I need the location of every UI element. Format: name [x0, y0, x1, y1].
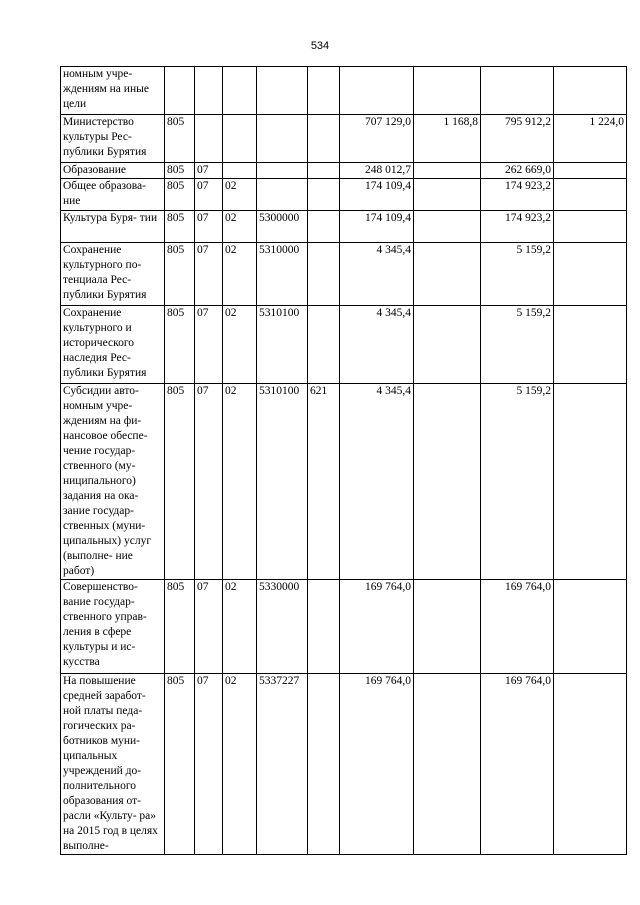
cell-ministry-code: 805: [165, 211, 195, 243]
cell-expense-type: [308, 211, 340, 243]
cell-subsection: 02: [223, 580, 257, 674]
cell-subsection: [223, 115, 257, 163]
cell-amount-2016: 174 923,2: [481, 211, 554, 243]
cell-federal-2016: [554, 163, 627, 179]
cell-expense-type: [308, 306, 340, 384]
cell-federal-2016: [554, 243, 627, 306]
cell-amount-2015: 174 109,4: [340, 179, 414, 211]
cell-ministry-code: 805: [165, 115, 195, 163]
cell-federal-2016: [554, 179, 627, 211]
cell-federal-2015: 1 168,8: [414, 115, 481, 163]
cell-federal-2015: [414, 306, 481, 384]
cell-federal-2015: [414, 674, 481, 855]
cell-federal-2015: [414, 67, 481, 115]
table-row: [61, 67, 627, 115]
cell-subsection: 02: [223, 384, 257, 580]
cell-target-article: 5310000: [257, 243, 308, 306]
cell-name: Совершенство- вание государ- ственного управ- ления в сфере культуры и ис- кусства: [61, 580, 165, 674]
cell-expense-type: [308, 243, 340, 306]
cell-expense-type: [308, 163, 340, 179]
cell-name: Министерство культуры Рес- публики Бурятия: [61, 115, 165, 163]
cell-section: [195, 115, 223, 163]
cell-subsection: 02: [223, 179, 257, 211]
cell-ministry-code: 805: [165, 163, 195, 179]
cell-amount-2016: 262 669,0: [481, 163, 554, 179]
cell-subsection: [223, 67, 257, 115]
cell-federal-2015: [414, 384, 481, 580]
cell-amount-2016: [481, 67, 554, 115]
cell-federal-2016: [554, 384, 627, 580]
cell-subsection: [223, 163, 257, 179]
cell-expense-type: [308, 67, 340, 115]
cell-ministry-code: [165, 67, 195, 115]
cell-section: 07: [195, 179, 223, 211]
cell-amount-2015: [340, 67, 414, 115]
cell-section: 07: [195, 674, 223, 855]
cell-section: 07: [195, 580, 223, 674]
table-row: [61, 243, 627, 306]
cell-amount-2016: 795 912,2: [481, 115, 554, 163]
cell-name: На повышение средней заработ- ной платы педа- гогических ра- ботников муни- ципальных учреждений до- полнительного образования от- расли «Культу- ра» на 2015 год в целях выполне-: [61, 674, 165, 855]
cell-federal-2016: 1 224,0: [554, 115, 627, 163]
cell-amount-2015: 169 764,0: [340, 674, 414, 855]
cell-federal-2016: [554, 580, 627, 674]
cell-target-article: 5330000: [257, 580, 308, 674]
cell-amount-2016: 169 764,0: [481, 674, 554, 855]
cell-amount-2016: 5 159,2: [481, 306, 554, 384]
cell-expense-type: 621: [308, 384, 340, 580]
cell-subsection: 02: [223, 243, 257, 306]
cell-name: Культура Буря- тии: [61, 211, 165, 243]
cell-section: 07: [195, 163, 223, 179]
cell-amount-2015: 169 764,0: [340, 580, 414, 674]
cell-section: 07: [195, 306, 223, 384]
cell-expense-type: [308, 674, 340, 855]
cell-amount-2015: 248 012,7: [340, 163, 414, 179]
cell-section: [195, 67, 223, 115]
cell-federal-2016: [554, 211, 627, 243]
table-row: [61, 163, 627, 179]
cell-federal-2015: [414, 580, 481, 674]
cell-expense-type: [308, 179, 340, 211]
cell-target-article: [257, 179, 308, 211]
cell-amount-2016: 174 923,2: [481, 179, 554, 211]
cell-subsection: 02: [223, 306, 257, 384]
cell-expense-type: [308, 115, 340, 163]
cell-target-article: 5300000: [257, 211, 308, 243]
table-row: [61, 306, 627, 384]
cell-name: Субсидии авто- номным учре- ждениям на фи- нансовое обеспе- чение государ- ственного (му- ниципального) задания на ока- зание государ- ственных (муни- ципальных) услуг (выполне- ние работ): [61, 384, 165, 580]
table-row: [61, 115, 627, 163]
table-row: [61, 179, 627, 211]
cell-ministry-code: 805: [165, 243, 195, 306]
cell-amount-2016: 5 159,2: [481, 384, 554, 580]
cell-ministry-code: 805: [165, 674, 195, 855]
cell-federal-2015: [414, 211, 481, 243]
cell-amount-2015: 174 109,4: [340, 211, 414, 243]
cell-ministry-code: 805: [165, 580, 195, 674]
cell-federal-2016: [554, 67, 627, 115]
budget-table: [60, 66, 627, 855]
cell-ministry-code: 805: [165, 306, 195, 384]
cell-section: 07: [195, 384, 223, 580]
cell-amount-2016: 5 159,2: [481, 243, 554, 306]
cell-federal-2016: [554, 306, 627, 384]
cell-section: 07: [195, 211, 223, 243]
cell-ministry-code: 805: [165, 179, 195, 211]
cell-name: Сохранение культурного и исторического наследия Рес- публики Бурятия: [61, 306, 165, 384]
cell-target-article: 5310100: [257, 306, 308, 384]
cell-name: Общее образова- ние: [61, 179, 165, 211]
cell-amount-2015: 707 129,0: [340, 115, 414, 163]
cell-subsection: 02: [223, 211, 257, 243]
cell-name: Сохранение культурного по- тенциала Рес- публики Бурятия: [61, 243, 165, 306]
cell-section: 07: [195, 243, 223, 306]
cell-ministry-code: 805: [165, 384, 195, 580]
cell-amount-2015: 4 345,4: [340, 306, 414, 384]
cell-subsection: 02: [223, 674, 257, 855]
cell-federal-2016: [554, 674, 627, 855]
cell-target-article: [257, 163, 308, 179]
cell-federal-2015: [414, 163, 481, 179]
table-row: [61, 580, 627, 674]
cell-federal-2015: [414, 243, 481, 306]
table-row: [61, 384, 627, 580]
cell-amount-2015: 4 345,4: [340, 384, 414, 580]
cell-name: номным учре- ждениям на иные цели: [61, 67, 165, 115]
cell-target-article: [257, 115, 308, 163]
cell-amount-2016: 169 764,0: [481, 580, 554, 674]
cell-expense-type: [308, 580, 340, 674]
table-row: [61, 674, 627, 855]
cell-federal-2015: [414, 179, 481, 211]
table-row: [61, 211, 627, 243]
page-number: 534: [310, 40, 330, 52]
cell-target-article: 5310100: [257, 384, 308, 580]
cell-amount-2015: 4 345,4: [340, 243, 414, 306]
cell-target-article: [257, 67, 308, 115]
cell-name: Образование: [61, 163, 165, 179]
cell-target-article: 5337227: [257, 674, 308, 855]
